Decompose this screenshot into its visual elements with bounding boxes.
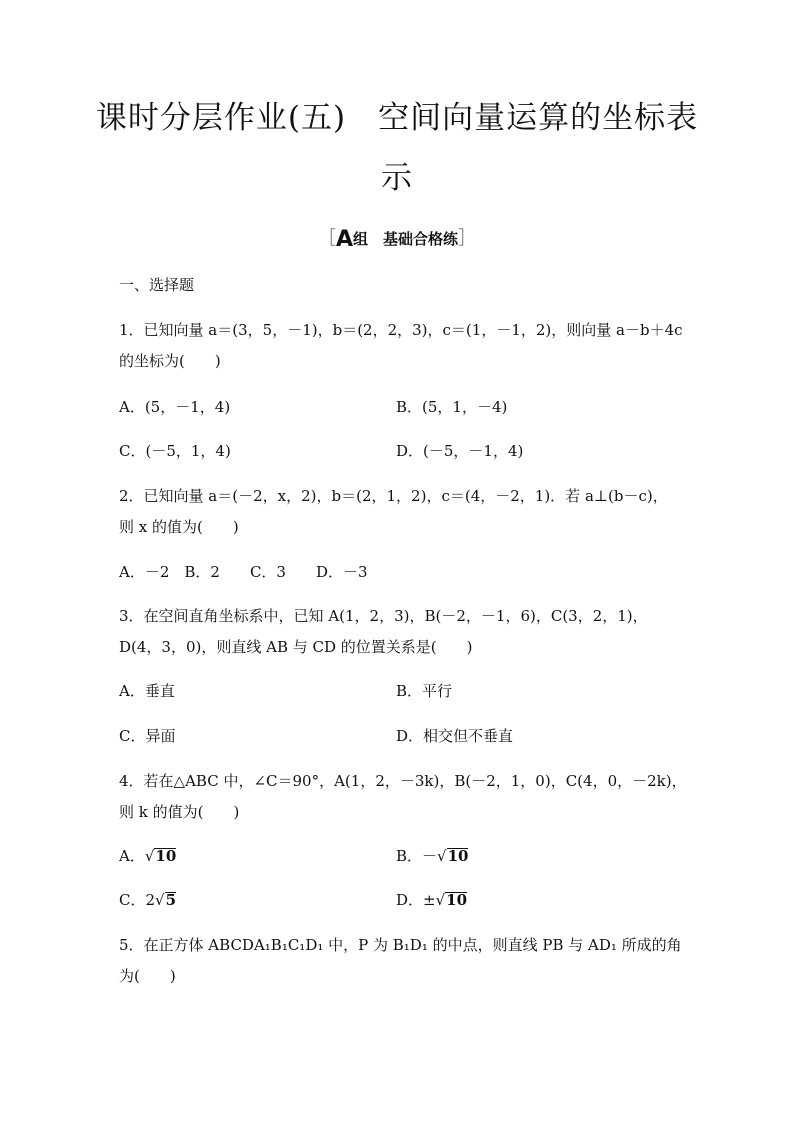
sqrt-icon: √	[144, 847, 155, 865]
q1-option-a: A．(5，－1，4)	[119, 398, 231, 416]
group-label: 组 基础合格练	[353, 230, 459, 248]
q4-option-b-prefix: B．－	[396, 847, 438, 865]
q4-option-d-radicand: 10	[446, 891, 468, 909]
q4-option-a	[119, 845, 176, 866]
sqrt-icon: √	[155, 891, 165, 909]
q3-option-a: A．垂直	[119, 682, 175, 700]
title-line-1: 课时分层作业(五) 空间向量运算的坐标表	[95, 100, 699, 136]
group-letter: A	[335, 227, 353, 252]
q4-option-a-radicand: 10	[155, 847, 177, 865]
q4-option-a-prefix: A．	[119, 847, 145, 865]
q1-option-c: C．(－5，1，4)	[119, 442, 231, 460]
q4-option-b	[396, 845, 468, 866]
q4-line-1: 4．若在△ABC 中，∠C＝90°，A(1，2，－3k)，B(－2，1，0)，C(4，0，－2k)，	[119, 772, 687, 790]
group-bracket-open: ［	[317, 228, 336, 249]
q4-option-c	[119, 889, 176, 910]
q4-option-d-prefix: D．±	[396, 891, 436, 909]
q5-line-2: 为( )	[119, 967, 176, 985]
section-heading: 一、选择题	[119, 276, 195, 294]
q2-line-2: 则 x 的值为( )	[119, 518, 239, 536]
q3-option-c: C．异面	[119, 727, 176, 745]
sqrt-icon: √	[437, 847, 447, 865]
q2-line-1: 2．已知向量 a＝(－2，x，2)，b＝(2，1，2)，c＝(4，－2，1)．若 a⊥(b－c)，	[119, 487, 668, 505]
q1-line-2: 的坐标为( )	[119, 352, 221, 370]
q4-line-2: 则 k 的值为( )	[119, 803, 240, 821]
q4-option-c-radicand: 5	[165, 891, 177, 909]
title-line-2: 示	[381, 160, 413, 196]
q1-option-b: B．(5，1，－4)	[396, 398, 508, 416]
group-header	[0, 224, 794, 252]
q3-line-2: D(4，3，0)，则直线 AB 与 CD 的位置关系是( )	[119, 638, 473, 656]
q1-option-d: D．(－5，－1，4)	[396, 442, 524, 460]
q3-option-b: B．平行	[396, 682, 453, 700]
q4-option-b-radicand: 10	[447, 847, 469, 865]
q3-option-d: D．相交但不垂直	[396, 727, 514, 745]
q4-option-d	[396, 889, 467, 910]
group-bracket-close: ］	[458, 228, 477, 249]
sqrt-icon: √	[435, 891, 446, 909]
q1-line-1: 1．已知向量 a＝(3，5，－1)，b＝(2，2，3)，c＝(1，－1，2)，则向量 a－b＋4c	[119, 321, 683, 339]
q3-line-1: 3．在空间直角坐标系中，已知 A(1，2，3)，B(－2，－1，6)，C(3，2，1)，	[119, 607, 648, 625]
q4-option-c-prefix: C．2	[119, 891, 156, 909]
q5-line-1: 5．在正方体 ABCDA₁B₁C₁D₁ 中，P 为 B₁D₁ 的中点，则直线 PB 与 AD₁ 所成的角	[119, 936, 682, 954]
q2-options: A．－2 B．2 C．3 D．－3	[119, 563, 368, 581]
